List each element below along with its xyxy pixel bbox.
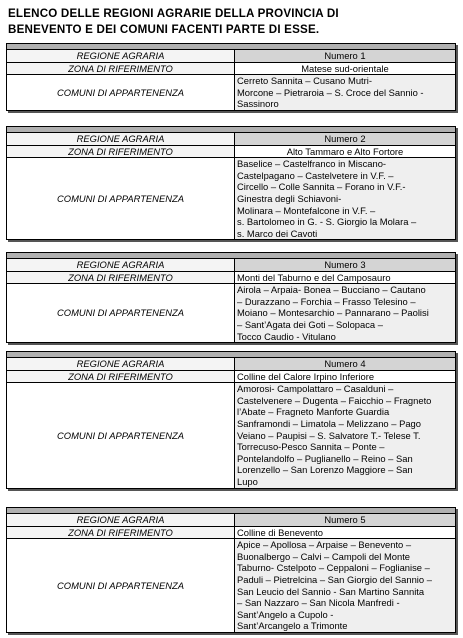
- region-label: REGIONE AGRARIA: [7, 50, 235, 62]
- comune-line: Taburno- Cstelpoto – Ceppaloni – Foglianise –: [237, 562, 430, 574]
- comune-line: s. Bartolomeo in G. - S. Giorgio la Molara –: [237, 216, 417, 228]
- region-card-2: [6, 126, 456, 240]
- comune-line: Airola – Arpaia- Bonea – Bucciano – Cautano: [237, 284, 426, 296]
- zone-label: ZONA DI RIFERIMENTO: [7, 271, 235, 284]
- comuni-label: COMUNI DI APPARTENENZA: [7, 284, 235, 342]
- region-table: [7, 514, 455, 632]
- region-table: [7, 259, 455, 342]
- region-label: REGIONE AGRARIA: [7, 358, 235, 370]
- title-line-1: ELENCO DELLE REGIONI AGRARIE DELLA PROVINCIA DI: [8, 7, 339, 20]
- comuni-list: [235, 284, 456, 342]
- comune-line: Amorosi- Campolattaro – Casalduni –: [237, 383, 394, 395]
- region-number: Numero 1: [235, 50, 456, 62]
- region-table: [7, 50, 455, 110]
- comune-line: – Sant’Agata dei Goti – Solopaca –: [237, 318, 383, 330]
- region-number: Numero 4: [235, 358, 456, 370]
- document-title: [8, 6, 458, 38]
- comune-line: Castelpagano – Castelvetere in V.F. –: [237, 169, 394, 181]
- comune-line: Tocco Caudio - Vitulano: [237, 330, 336, 342]
- zone-value: Matese sud-orientale: [235, 62, 456, 75]
- region-card-4: [6, 351, 456, 489]
- comune-line: Baselice – Castelfranco in Miscano-: [237, 158, 387, 170]
- comune-line: Sassinoro: [237, 98, 279, 110]
- comune-line: Cerreto Sannita – Cusano Mutri-: [237, 75, 372, 87]
- comuni-label: COMUNI DI APPARTENENZA: [7, 539, 235, 632]
- region-label: REGIONE AGRARIA: [7, 514, 235, 526]
- comuni-list: [235, 383, 456, 488]
- comune-line: Buonalbergo – Calvi – Campoli del Monte: [237, 550, 411, 562]
- region-card-3: [6, 252, 456, 343]
- comune-line: Moiano – Montesarchio – Pannarano – Paolisi: [237, 307, 429, 319]
- zone-value: Colline del Calore Irpino Inferiore: [235, 370, 456, 383]
- comuni-list: [235, 75, 456, 110]
- comune-line: Sant’Angelo a Cupolo -: [237, 608, 334, 620]
- comune-line: Sant’Arcangelo a Trimonte: [237, 620, 348, 632]
- comune-line: Ginestra degli Schiavoni-: [237, 192, 342, 204]
- comune-line: Sanframondi – Limatola – Melizzano – Pago: [237, 417, 421, 429]
- comune-line: Molinara – Montefalcone in V.F. –: [237, 204, 376, 216]
- region-label: REGIONE AGRARIA: [7, 133, 235, 145]
- comune-line: Torrecuso-Pesco Sannita – Ponte –: [237, 441, 385, 453]
- region-number: Numero 3: [235, 259, 456, 271]
- comune-line: l’Abate – Fragneto Manforte Guardia: [237, 406, 390, 418]
- comune-line: Castelvenere – Dugenta – Faicchio – Fragneto: [237, 394, 432, 406]
- title-line-2: BENEVENTO E DEI COMUNI FACENTI PARTE DI ESSE.: [8, 23, 320, 36]
- comuni-list: [235, 539, 456, 632]
- comune-line: Lupo: [237, 475, 258, 487]
- comuni-label: COMUNI DI APPARTENENZA: [7, 383, 235, 488]
- comune-line: Circello – Colle Sannita – Forano in V.F.-: [237, 181, 406, 193]
- region-number: Numero 2: [235, 133, 456, 145]
- comune-line: Pontelandolfo – Puglianello – Reino – San: [237, 452, 413, 464]
- zone-label: ZONA DI RIFERIMENTO: [7, 145, 235, 158]
- comune-line: Morcone – Pietraroia – S. Croce del Sannio -: [237, 86, 424, 98]
- region-card-1: [6, 43, 456, 111]
- zone-label: ZONA DI RIFERIMENTO: [7, 526, 235, 539]
- comune-line: Apice – Apollosa – Arpaise – Benevento –: [237, 539, 412, 551]
- zone-value: Alto Tammaro e Alto Fortore: [235, 145, 456, 158]
- comune-line: – Durazzano – Forchia – Frasso Telesino –: [237, 295, 416, 307]
- comuni-label: COMUNI DI APPARTENENZA: [7, 75, 235, 110]
- comune-line: Veiano – Paupisi – S. Salvatore T.- Telese T.: [237, 429, 421, 441]
- comune-line: San Leucio del Sannio - San Martino Sannita: [237, 585, 425, 597]
- comune-line: s. Marco dei Cavoti: [237, 227, 318, 239]
- zone-label: ZONA DI RIFERIMENTO: [7, 62, 235, 75]
- region-label: REGIONE AGRARIA: [7, 259, 235, 271]
- region-card-5: [6, 507, 456, 633]
- region-table: [7, 133, 455, 239]
- region-table: [7, 358, 455, 488]
- comune-line: – San Nazzaro – San Nicola Manfredi -: [237, 597, 400, 609]
- comuni-label: COMUNI DI APPARTENENZA: [7, 158, 235, 240]
- region-number: Numero 5: [235, 514, 456, 526]
- zone-label: ZONA DI RIFERIMENTO: [7, 370, 235, 383]
- zone-value: Colline di Benevento: [235, 526, 456, 539]
- comuni-list: [235, 158, 456, 240]
- comune-line: Paduli – Pietrelcina – San Giorgio del Sannio –: [237, 573, 432, 585]
- zone-value: Monti del Taburno e del Camposauro: [235, 271, 456, 284]
- comune-line: Lorenzello – San Lorenzo Maggiore – San: [237, 464, 413, 476]
